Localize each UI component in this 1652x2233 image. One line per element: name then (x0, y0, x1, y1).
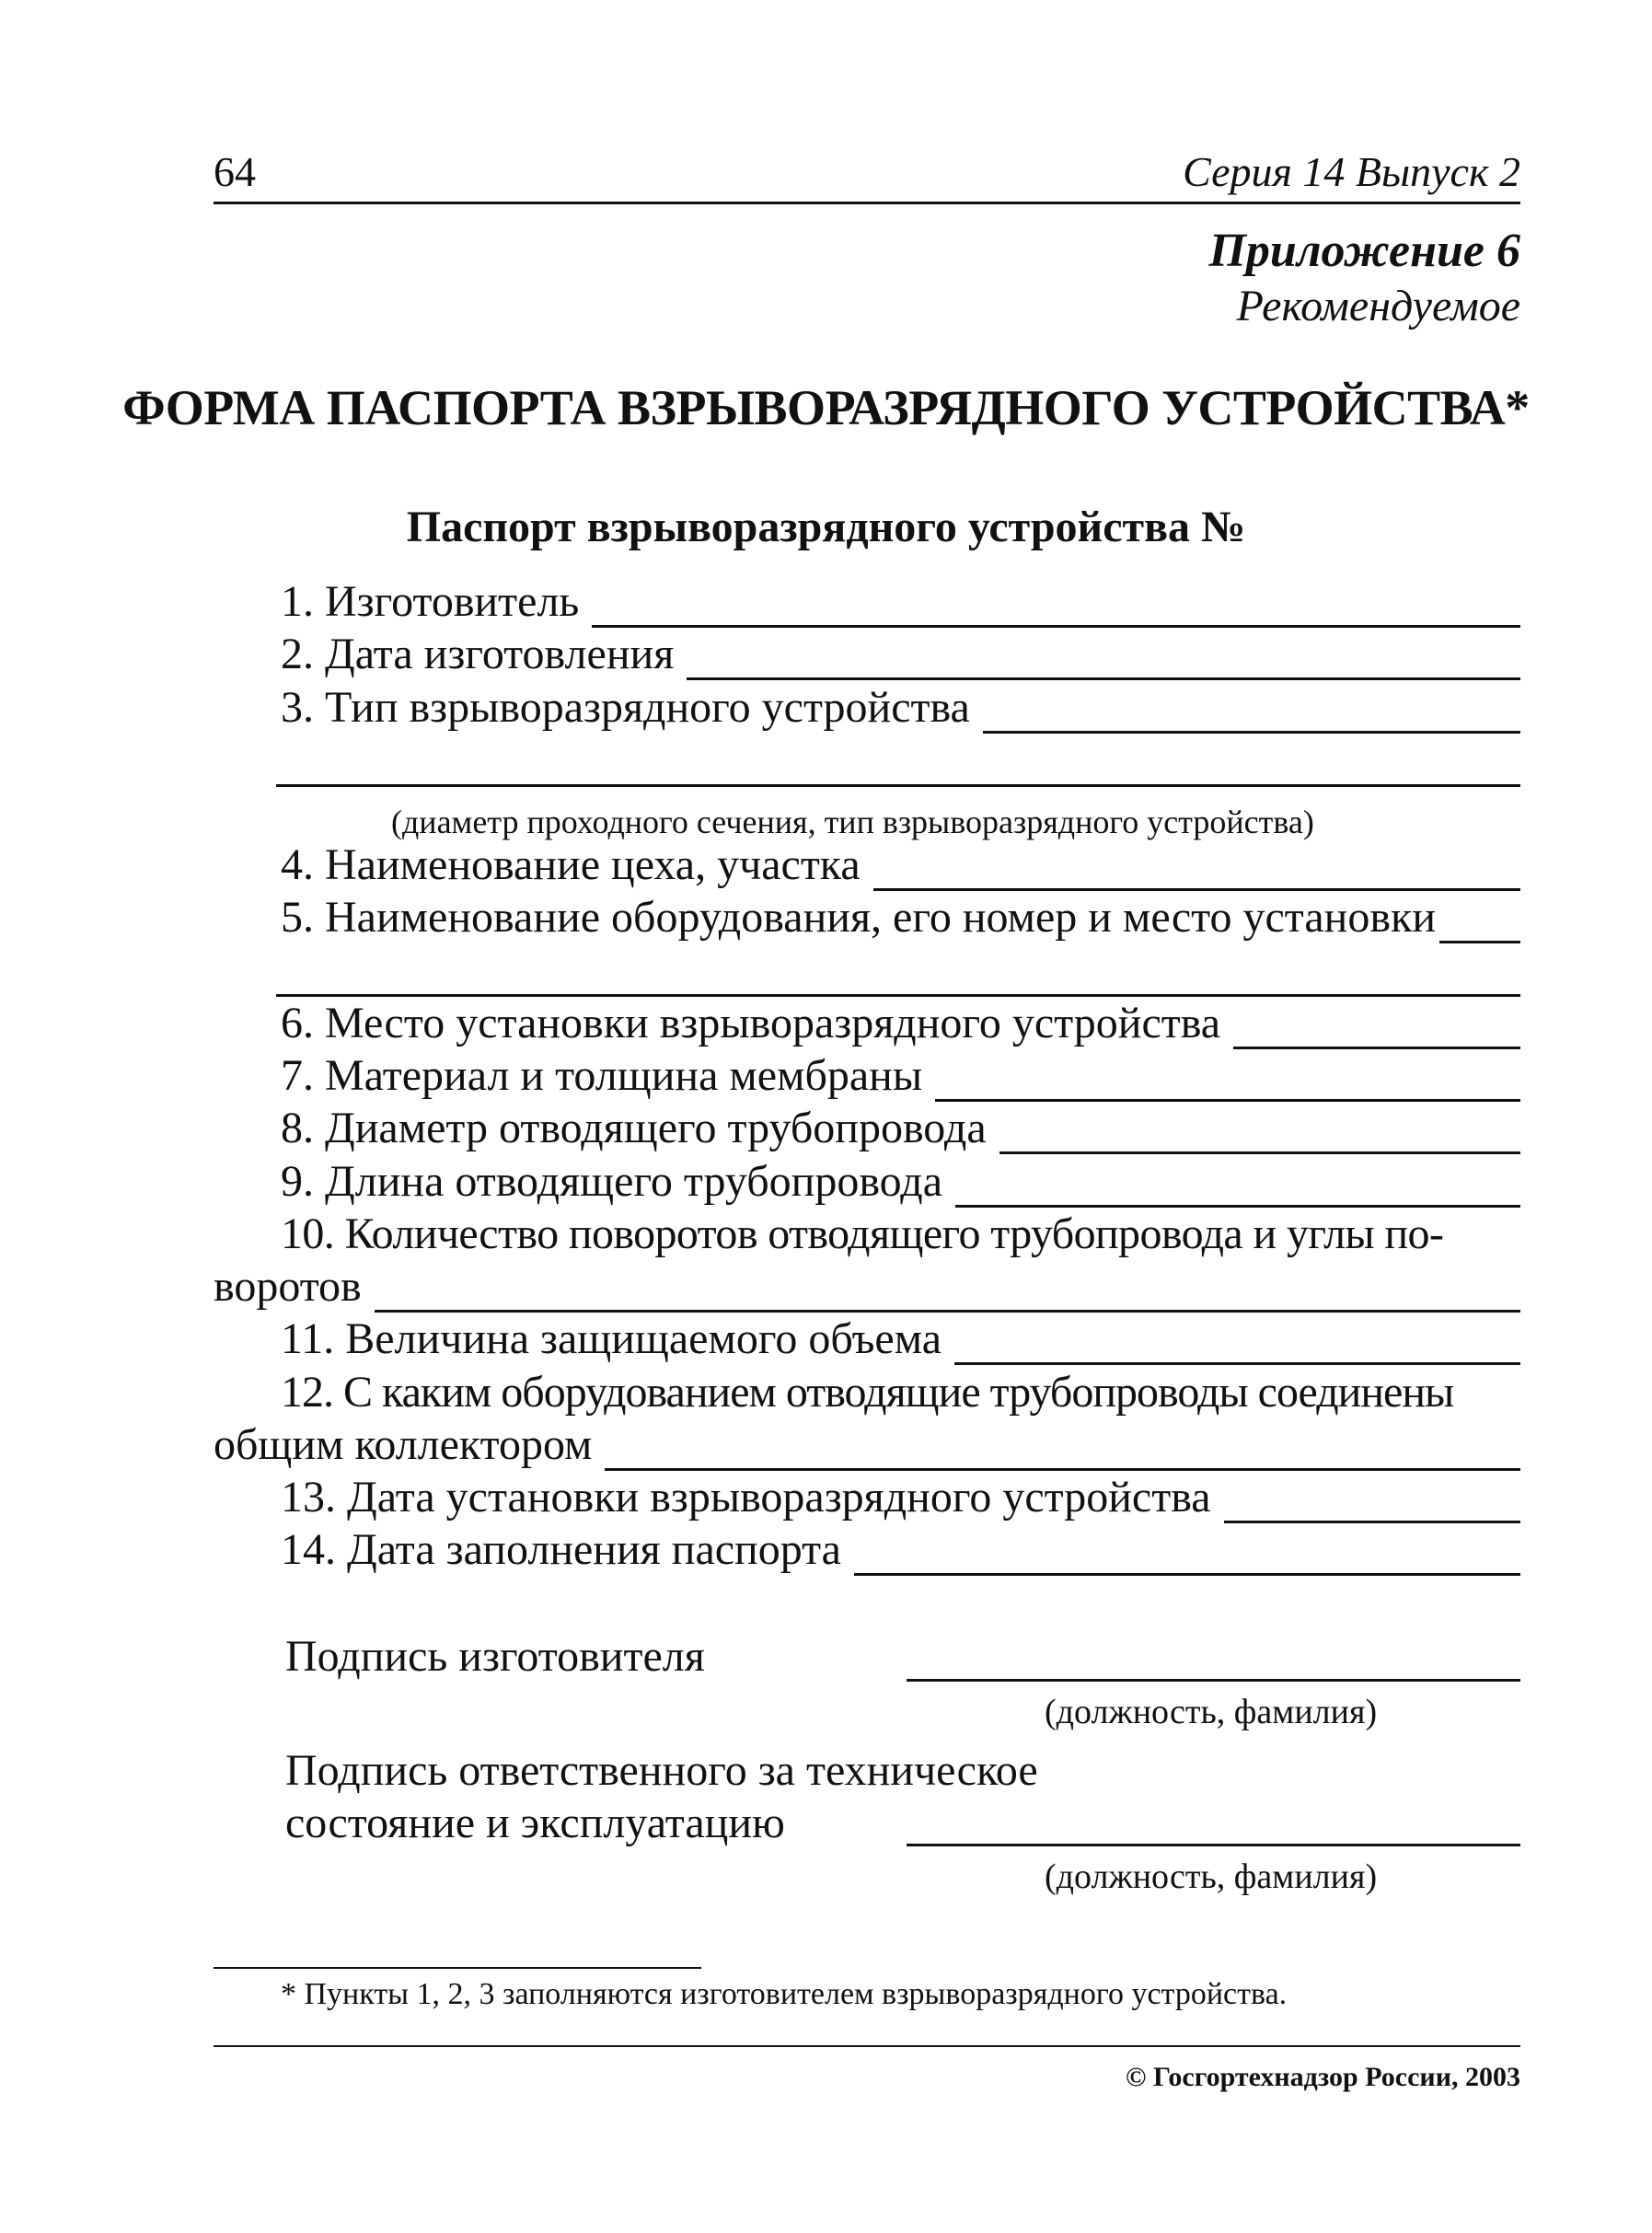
input-line[interactable] (983, 690, 1520, 734)
input-line[interactable] (854, 1533, 1520, 1576)
field-label: 8. Диаметр отводящего трубопровода (281, 1104, 987, 1152)
field-label: 14. Дата заполнения паспорта (281, 1525, 841, 1574)
series-label: Серия 14 Выпуск 2 (1183, 148, 1520, 195)
responsible-signature-label: Подпись ответственного за техническое (285, 1746, 1038, 1795)
input-line[interactable] (375, 1269, 1520, 1313)
field-label: 10. Количество поворотов отводящего трубопровода и углы по- (281, 1209, 1444, 1258)
responsible-signature-label-2: состояние и эксплуатацию (285, 1799, 785, 1847)
field-label: 3. Тип взрыворазрядного устройства (281, 683, 970, 732)
appendix-title: Приложение 6 (1208, 225, 1520, 277)
input-line[interactable] (1439, 900, 1520, 943)
field-label: 6. Место установки взрыворазрядного устройства (281, 999, 1221, 1047)
header-rule (214, 202, 1520, 204)
field-pipe-diameter[interactable] (281, 1103, 1520, 1154)
input-line[interactable] (954, 1322, 1520, 1365)
field-label: 4. Наименование цеха, участка (281, 840, 861, 889)
manufacturer-signature-label: Подпись изготовителя (285, 1632, 705, 1681)
device-type-hint: (диаметр проходного сечения, тип взрыворазрядного устройства) (391, 804, 1314, 840)
equipment-continuation-line[interactable] (276, 994, 1520, 997)
field-membrane[interactable] (281, 1050, 1520, 1102)
input-line[interactable] (592, 584, 1520, 628)
copyright: © Госгортехнадзор России, 2003 (1126, 2062, 1520, 2092)
appendix-status: Рекомендуемое (1236, 282, 1520, 330)
field-label: общим коллектором (214, 1420, 593, 1469)
field-collector[interactable] (214, 1419, 1520, 1471)
footnote-rule (214, 1967, 701, 1969)
responsible-signature-hint: (должность, фамилия) (1045, 1857, 1378, 1896)
manufacturer-signature-hint: (должность, фамилия) (1045, 1693, 1378, 1731)
field-label: воротов (214, 1262, 362, 1311)
page-number: 64 (214, 148, 256, 195)
field-install-date[interactable] (281, 1472, 1520, 1523)
input-line[interactable] (1233, 1006, 1520, 1049)
input-line[interactable] (955, 1164, 1520, 1208)
input-line[interactable] (873, 848, 1520, 891)
field-manufacturer[interactable] (281, 576, 1520, 628)
field-equipment[interactable] (281, 892, 1520, 943)
device-type-continuation-line[interactable] (276, 784, 1520, 787)
input-line[interactable] (605, 1428, 1520, 1471)
field-label: 1. Изготовитель (281, 577, 580, 626)
field-install-location[interactable] (281, 998, 1520, 1049)
field-label: 2. Дата изготовления (281, 630, 675, 678)
passport-title: Паспорт взрыворазрядного устройства № (406, 503, 1246, 551)
input-line[interactable] (999, 1111, 1520, 1154)
field-label: 5. Наименование оборудования, его номер и место установки (281, 893, 1437, 942)
field-workshop[interactable] (281, 839, 1520, 891)
field-manufacture-date[interactable] (281, 629, 1520, 680)
field-label: 7. Материал и толщина мембраны (281, 1051, 923, 1100)
field-label: 9. Длина отводящего трубопровода (281, 1157, 943, 1206)
footer-rule (214, 2045, 1520, 2047)
responsible-signature-line[interactable] (907, 1844, 1520, 1846)
input-line[interactable] (935, 1059, 1520, 1102)
field-pipe-length[interactable] (281, 1156, 1520, 1208)
field-label: 12. С каким оборудованием отводящие трубопроводы соединены (281, 1368, 1454, 1417)
field-label: 11. Величина защищаемого объема (281, 1314, 942, 1363)
footnote: * Пункты 1, 2, 3 заполняются изготовителем взрыворазрядного устройства. (281, 1977, 1288, 2011)
input-line[interactable] (1224, 1480, 1520, 1523)
field-label: 13. Дата установки взрыворазрядного устройства (281, 1473, 1211, 1521)
field-fill-date[interactable] (281, 1524, 1520, 1576)
page-title: ФОРМА ПАСПОРТА ВЗРЫВОРАЗРЯДНОГО УСТРОЙСТВА* (122, 380, 1530, 435)
input-line[interactable] (687, 637, 1520, 680)
field-device-type[interactable] (281, 682, 1520, 734)
manufacturer-signature-line[interactable] (907, 1679, 1520, 1682)
field-pipe-turns[interactable] (214, 1261, 1520, 1313)
field-protected-volume[interactable] (281, 1313, 1520, 1365)
